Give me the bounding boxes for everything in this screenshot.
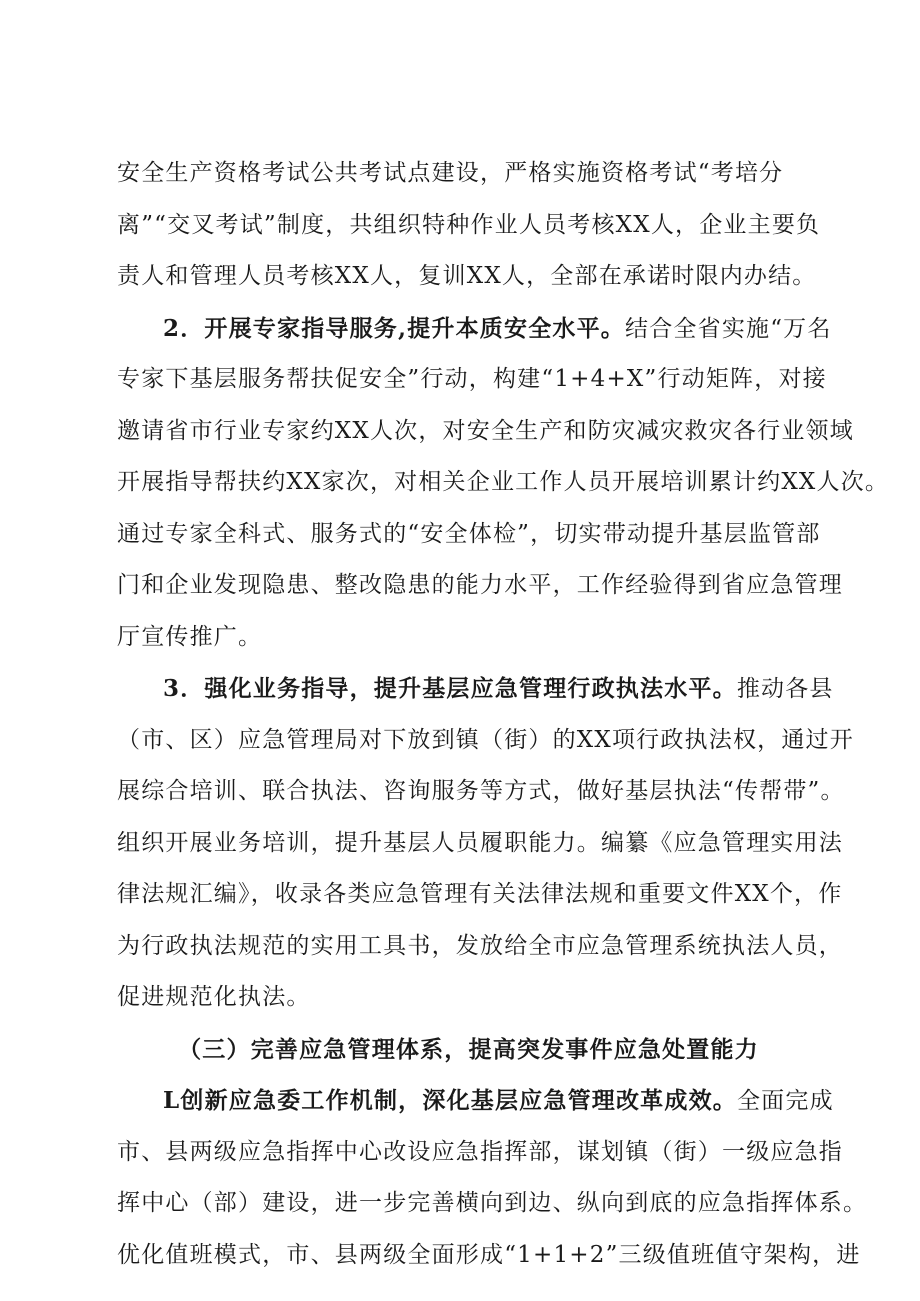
intro-line: 安全生产资格考试公共考试点建设，严格实施资格考试“考培分 xyxy=(117,160,784,186)
item1-first-line xyxy=(117,1075,834,1127)
section3-title: （三）完善应急管理体系，提高突发事件应急处置能力 xyxy=(178,1035,759,1063)
item3-line: 展综合培训、联合执法、咨询服务等方式，做好基层执法“传帮带”。 xyxy=(117,778,845,804)
item2-line: 邀请省市行业专家约XX人次，对安全生产和防灾减灾救灾各行业领域 xyxy=(117,417,854,444)
item3-line: 律法规汇编》，收录各类应急管理有关法律法规和重要文件XX个，作 xyxy=(117,881,843,907)
item1-first-rest: 全面完成 xyxy=(736,1088,834,1114)
item3-first-rest: 推动各县 xyxy=(736,676,834,702)
item2-first-line xyxy=(117,303,832,355)
item2-heading: 2．开展专家指导服务,提升本质安全水平。 xyxy=(163,314,626,342)
item1-line: 挥中心（部）建设，进一步完善横向到边、纵向到底的应急指挥体系。 xyxy=(117,1190,868,1216)
item2-line: 厅宣传推广。 xyxy=(117,623,263,650)
item3-first-line xyxy=(117,663,834,715)
intro-line: 离”“交叉考试”制度，共组织特种作业人员考核XX人，企业主要负 xyxy=(117,211,821,238)
item2-line: 通过专家全科式、服务式的“安全体检”，切实带动提升基层监管部 xyxy=(117,520,821,547)
item1-line: 市、县两级应急指挥中心改设应急指挥部，谋划镇（街）一级应急指 xyxy=(117,1138,843,1165)
item2-line: 专家下基层服务帮扶促安全”行动，构建“1+4+X”行动矩阵，对接 xyxy=(117,366,827,392)
item3-line: （市、区）应急管理局对下放到镇（街）的XX项行政执法权，通过开 xyxy=(117,726,854,753)
item2-line: 开展指导帮扶约XX家次，对相关企业工作人员开展培训累计约XX人次。 xyxy=(117,469,890,495)
item1-line: 优化值班模式，市、县两级全面形成“1+1+2”三级值班值守架构，进 xyxy=(117,1241,861,1268)
item3-line: 为行政执法规范的实用工具书，发放给全市应急管理系统执法人员， xyxy=(117,932,843,959)
document-body xyxy=(117,148,890,1281)
item3-heading: 3．强化业务指导，提升基层应急管理行政执法水平。 xyxy=(163,675,737,702)
item3-line: 促进规范化执法。 xyxy=(117,984,311,1010)
intro-line: 责人和管理人员考核XX人，复训XX人，全部在承诺时限内办结。 xyxy=(117,263,817,289)
item3-line: 组织开展业务培训，提升基层人员履职能力。编纂《应急管理实用法 xyxy=(117,829,843,856)
item2-line: 门和企业发现隐患、整改隐患的能力水平，工作经验得到省应急管理 xyxy=(117,572,843,598)
item1-heading: L创新应急委工作机制，深化基层应急管理改革成效。 xyxy=(163,1087,737,1114)
item2-first-rest: 结合全省实施“万名 xyxy=(625,315,832,342)
